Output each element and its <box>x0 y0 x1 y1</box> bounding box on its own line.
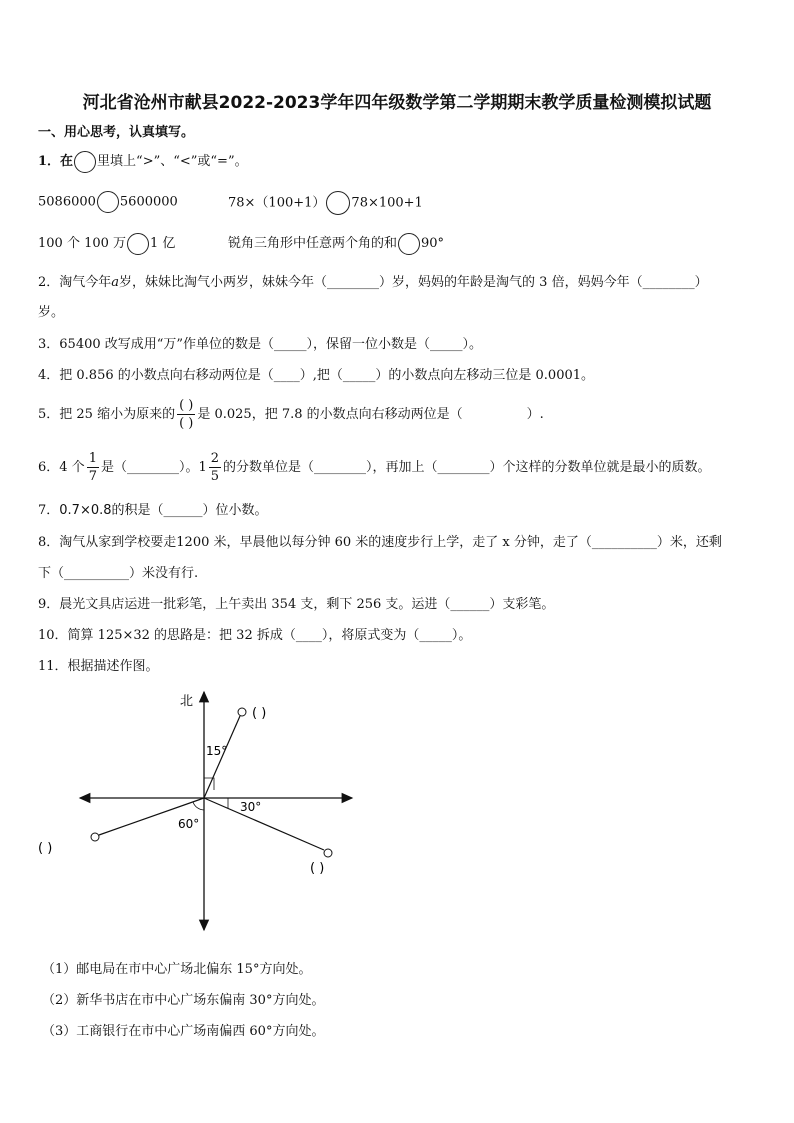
q2-variable: a <box>111 275 120 290</box>
q6-text-c: 的分数单位是（________），再加上（________）个这样的分数单位就是最小的质数。 <box>223 460 711 475</box>
question-10: 10．简算 125×32 的思路是：把 32 拆成（____），将原式变为（_____）。 <box>38 628 472 643</box>
question-11: 11．根据描述作图。 <box>38 659 159 674</box>
q1-item-2-right: 78×100+1 <box>351 195 423 211</box>
q1-item-3 <box>38 232 175 255</box>
q2-text-a: 2．淘气今年 <box>38 275 112 290</box>
section-heading: 一、用心思考，认真填写。 <box>38 125 195 140</box>
answer-circle[interactable] <box>398 233 420 255</box>
location-marker <box>91 833 99 841</box>
answer-circle <box>74 151 96 173</box>
q1-text-b: 里填上“>”、“<”或“=”。 <box>97 154 248 169</box>
location-marker <box>324 849 332 857</box>
angle-label-30: 30° <box>240 800 262 814</box>
fraction <box>209 452 221 483</box>
q1-item-1 <box>38 191 178 213</box>
angle-arc <box>193 802 204 810</box>
fraction <box>87 452 99 483</box>
answer-blank: ( ) <box>310 861 325 876</box>
q2-text-b: 岁，妹妹比淘气小两岁，妹妹今年（________）岁，妈妈的年龄是淘气的 3 倍，妈妈今年（________） <box>119 275 708 290</box>
q1-item-4 <box>228 232 444 255</box>
q1-item-4-left: 锐角三角形中任意两个角的和 <box>228 236 398 251</box>
angle-label-60: 60° <box>178 817 200 831</box>
sub-question-3: （3）工商银行在市中心广场南偏西 60°方向处。 <box>42 1024 325 1039</box>
q6-text-a: 6．4 个 <box>38 460 85 475</box>
question-3: 3．65400 改写成用“万”作单位的数是（_____），保留一位小数是（_____）。 <box>38 337 483 352</box>
q6-text-b: 是（________）。1 <box>100 460 207 475</box>
question-2 <box>38 271 708 290</box>
question-4: 4．把 0.856 的小数点向右移动两位是（____）,把（_____）的小数点向左移动三位是 0.0001。 <box>38 368 595 383</box>
question-1 <box>38 150 248 173</box>
question-6 <box>38 452 711 483</box>
fraction-denominator: 5 <box>210 469 220 484</box>
q5-text-a: 5．把 25 缩小为原来的 <box>38 407 176 422</box>
ray-east-south <box>204 798 324 850</box>
question-8: 8．淘气从家到学校要走1200 米，早晨他以每分钟 60 米的速度步行上学，走了 x 分钟，走了（__________）米，还剩 <box>38 535 722 550</box>
fraction-denominator: ( ) <box>179 416 194 431</box>
fraction-denominator: 7 <box>88 469 97 484</box>
answer-circle[interactable] <box>127 233 149 255</box>
q8-line-2: 下（__________）米没有行. <box>38 566 199 581</box>
q1-item-4-right: 90° <box>421 236 445 251</box>
sub-question-2: （2）新华书店在市中心广场东偏南 30°方向处。 <box>42 993 325 1008</box>
q1-item-2-left: 78×（100+1） <box>228 195 326 211</box>
blank-fraction <box>177 399 195 430</box>
q7-text-a: 7． <box>38 503 60 518</box>
question-5 <box>38 399 544 430</box>
q1-item-3-right: 1 亿 <box>150 236 176 251</box>
fraction-numerator: ( ) <box>179 398 194 413</box>
page-title: 河北省沧州市献县2022-2023学年四年级数学第二学期期末教学质量检测模拟试题 <box>82 93 712 113</box>
q7-expression: 0.7×0.8 <box>59 503 112 518</box>
sub-question-1: （1）邮电局在市中心广场北偏东 15°方向处。 <box>42 962 312 977</box>
answer-blank: ( ) <box>252 706 267 721</box>
answer-blank: ( ) <box>38 841 53 856</box>
north-label: 北 <box>180 694 194 709</box>
q2-line-2: 岁。 <box>38 305 65 320</box>
fraction-numerator: 2 <box>210 451 220 466</box>
question-9: 9．晨光文具店运进一批彩笔，上午卖出 354 支，剩下 256 支。运进（______）支彩笔。 <box>38 597 555 612</box>
q5-text-b: 是 0.025，把 7.8 的小数点向右移动两位是（ <box>197 407 463 422</box>
fraction-numerator: 1 <box>88 451 97 466</box>
location-marker <box>238 708 246 716</box>
answer-circle[interactable] <box>97 191 119 213</box>
q7-text-b: 的积是（______）位小数。 <box>111 503 268 518</box>
angle-label-15: 15° <box>206 744 228 758</box>
q1-item-2 <box>228 191 423 215</box>
q1-item-1-left: 5086000 <box>38 194 96 210</box>
question-7 <box>38 499 268 518</box>
q1-item-3-left: 100 个 100 万 <box>38 236 127 251</box>
direction-diagram <box>0 680 794 940</box>
q5-text-c: ）. <box>526 407 544 422</box>
q1-item-1-right: 5600000 <box>119 194 178 210</box>
answer-circle[interactable] <box>326 191 350 215</box>
q1-text-a: 1．在 <box>38 154 74 169</box>
